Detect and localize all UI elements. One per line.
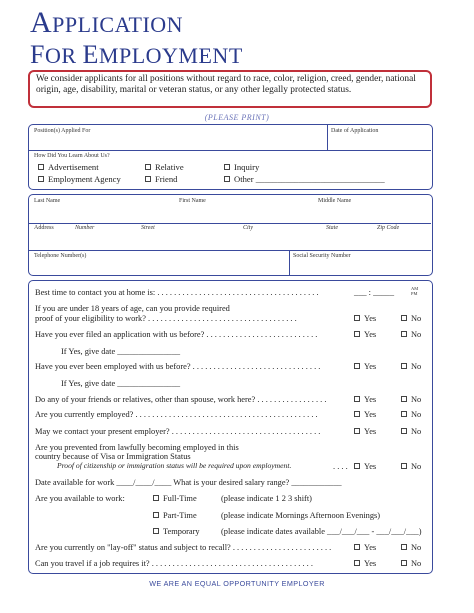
last-name-label: Last Name [34,198,61,204]
checkbox-icon[interactable] [354,396,360,402]
title-cap-f: F [30,40,45,69]
available-to-work-label: Are you available to work: [35,494,125,503]
friends-work-yes[interactable]: Yes [354,395,376,404]
currently-employed-yes[interactable]: Yes [354,410,376,419]
personal-info-section [28,194,433,276]
title-rest-3: MPLOYMENT [98,43,243,68]
contact-employer-no[interactable]: No [401,427,421,436]
ssn-label: Social Security Number [293,253,351,259]
under-18-question-line2: proof of your eligibility to work? . . . . . . . . . . . . . . . . . . . . . . . . . . . . . . . . . . . . [35,314,297,323]
title-cap-e: E [82,40,99,69]
position-section [28,124,433,190]
visa-question-line2: country because of Visa or Immigration Status [35,452,191,461]
full-time-option[interactable]: Full-Time [153,494,197,503]
checkbox-icon[interactable] [38,164,44,170]
checkbox-icon[interactable] [354,560,360,566]
employed-before-yes[interactable]: Yes [354,362,376,371]
checkbox-icon[interactable] [354,411,360,417]
travel-question: Can you travel if a job requires it? . . . . . . . . . . . . . . . . . . . . . . . . . . . . . . . . . . . . . . . [35,559,313,568]
city-label: City [243,225,253,231]
first-name-label: First Name [179,198,206,204]
source-inquiry[interactable]: Inquiry [224,162,259,172]
currently-employed-no[interactable]: No [401,410,421,419]
address-label: Address [34,225,54,231]
visa-dots: . . . . [333,462,348,471]
checkbox-icon[interactable] [224,164,230,170]
source-other[interactable]: Other ______________________________ [224,174,385,184]
under-18-no[interactable]: No [401,314,421,323]
source-advertisement[interactable]: Advertisement [38,162,99,172]
travel-no[interactable]: No [401,559,421,568]
other-blank[interactable]: ______________________________ [255,174,385,184]
state-label: State [326,225,338,231]
checkbox-icon[interactable] [401,396,407,402]
date-available-salary[interactable]: Date available for work ____/____/____ What is your desired salary range? ____________ [35,478,342,487]
title-cap-a: A [30,6,53,39]
street-label: Street [141,225,155,231]
title-rest-2: OR [44,43,83,68]
full-time-note: (please indicate 1 2 3 shift) [221,494,312,503]
telephone-label: Telephone Number(s) [34,253,87,259]
visa-question-line1: Are you prevented from lawfully becoming employed in this [35,443,239,452]
friends-work-no[interactable]: No [401,395,421,404]
checkbox-icon[interactable] [354,428,360,434]
address-rule [29,250,431,251]
checkbox-icon[interactable] [401,411,407,417]
employed-before-no[interactable]: No [401,362,421,371]
under-18-question-line1: If you are under 18 years of age, can you provide required [35,304,230,313]
checkbox-icon[interactable] [354,463,360,469]
layoff-yes[interactable]: Yes [354,543,376,552]
visa-no[interactable]: No [401,462,421,471]
title-rest-1: PPLICATION [52,12,184,37]
currently-employed-question: Are you currently employed? . . . . . . . . . . . . . . . . . . . . . . . . . . . . . . . . . . . . . . . . . . . . [35,410,318,419]
layoff-no[interactable]: No [401,543,421,552]
date-of-application-label: Date of Application [331,128,379,134]
checkbox-icon[interactable] [153,528,159,534]
name-rule [29,223,431,224]
filed-before-no[interactable]: No [401,330,421,339]
source-employment-agency[interactable]: Employment Agency [38,174,121,184]
checkbox-icon[interactable] [145,176,151,182]
form-title [30,8,243,68]
best-time-blank[interactable]: ___ : _____ [354,288,395,297]
checkbox-icon[interactable] [401,560,407,566]
source-relative[interactable]: Relative [145,162,184,172]
part-time-option[interactable]: Part-Time [153,511,197,520]
checkbox-icon[interactable] [401,331,407,337]
footer-eoe: WE ARE AN EQUAL OPPORTUNITY EMPLOYER [149,579,325,588]
filed-before-date[interactable]: If Yes, give date _______________ [61,347,181,356]
middle-name-label: Middle Name [318,198,352,204]
am-pm-label: AM PM [411,286,419,296]
travel-yes[interactable]: Yes [354,559,376,568]
checkbox-icon[interactable] [153,512,159,518]
checkbox-icon[interactable] [401,363,407,369]
checkbox-icon[interactable] [145,164,151,170]
filed-before-yes[interactable]: Yes [354,330,376,339]
visa-question-line3: Proof of citizenship or immigration status will be required upon employment. [57,461,292,470]
position-label: Position(s) Applied For [34,128,91,134]
under-18-yes[interactable]: Yes [354,314,376,323]
employed-before-question: Have you ever been employed with us before? . . . . . . . . . . . . . . . . . . . . . . . . . . . . . . . [35,362,321,371]
learn-about-label: How Did You Learn About Us? [34,153,110,159]
phone-divider [289,250,290,275]
checkbox-icon[interactable] [354,331,360,337]
checkbox-icon[interactable] [354,363,360,369]
checkbox-icon[interactable] [224,176,230,182]
checkbox-icon[interactable] [153,495,159,501]
employed-before-date[interactable]: If Yes, give date _______________ [61,379,181,388]
position-divider [327,125,328,150]
temporary-option[interactable]: Temporary [153,527,200,536]
best-time-question: Best time to contact you at home is: . . . . . . . . . . . . . . . . . . . . . . . . . . . . . . . . . . . . . . . [35,288,319,297]
checkbox-icon[interactable] [401,544,407,550]
contact-employer-question: May we contact your present employer? . . . . . . . . . . . . . . . . . . . . . . . . . . . . . . . . . . . . [35,427,321,436]
zip-code-label: Zip Code [377,225,400,231]
questions-section [28,280,433,574]
please-print-label: (PLEASE PRINT) [204,113,270,122]
friends-work-question: Do any of your friends or relatives, other than spouse, work here? . . . . . . . . . . . . . . . . . [35,395,327,404]
number-label: Number [75,225,95,231]
source-friend[interactable]: Friend [145,174,177,184]
position-rule [29,150,431,151]
temporary-note[interactable]: (please indicate dates available ___/___/___ - ___/___/___) [221,527,422,536]
checkbox-icon[interactable] [354,544,360,550]
part-time-note: (please indicate Mornings Afternoon Evenings) [221,511,381,520]
filed-before-question: Have you ever filed an application with us before? . . . . . . . . . . . . . . . . . . . . . . . . . . . [35,330,318,339]
contact-employer-yes[interactable]: Yes [354,427,376,436]
checkbox-icon[interactable] [38,176,44,182]
checkbox-icon[interactable] [401,463,407,469]
visa-yes[interactable]: Yes [354,462,376,471]
checkbox-icon[interactable] [354,315,360,321]
equal-opportunity-notice: We consider applicants for all positions without regard to race, color, religion, creed, gender, national origin, age, disability, marital or veteran status, or any other legally protected status. [28,70,432,108]
checkbox-icon[interactable] [401,315,407,321]
checkbox-icon[interactable] [401,428,407,434]
layoff-question: Are you currently on "lay-off" status and subject to recall? . . . . . . . . . . . . . . . . . . . . . . . . [35,543,332,552]
